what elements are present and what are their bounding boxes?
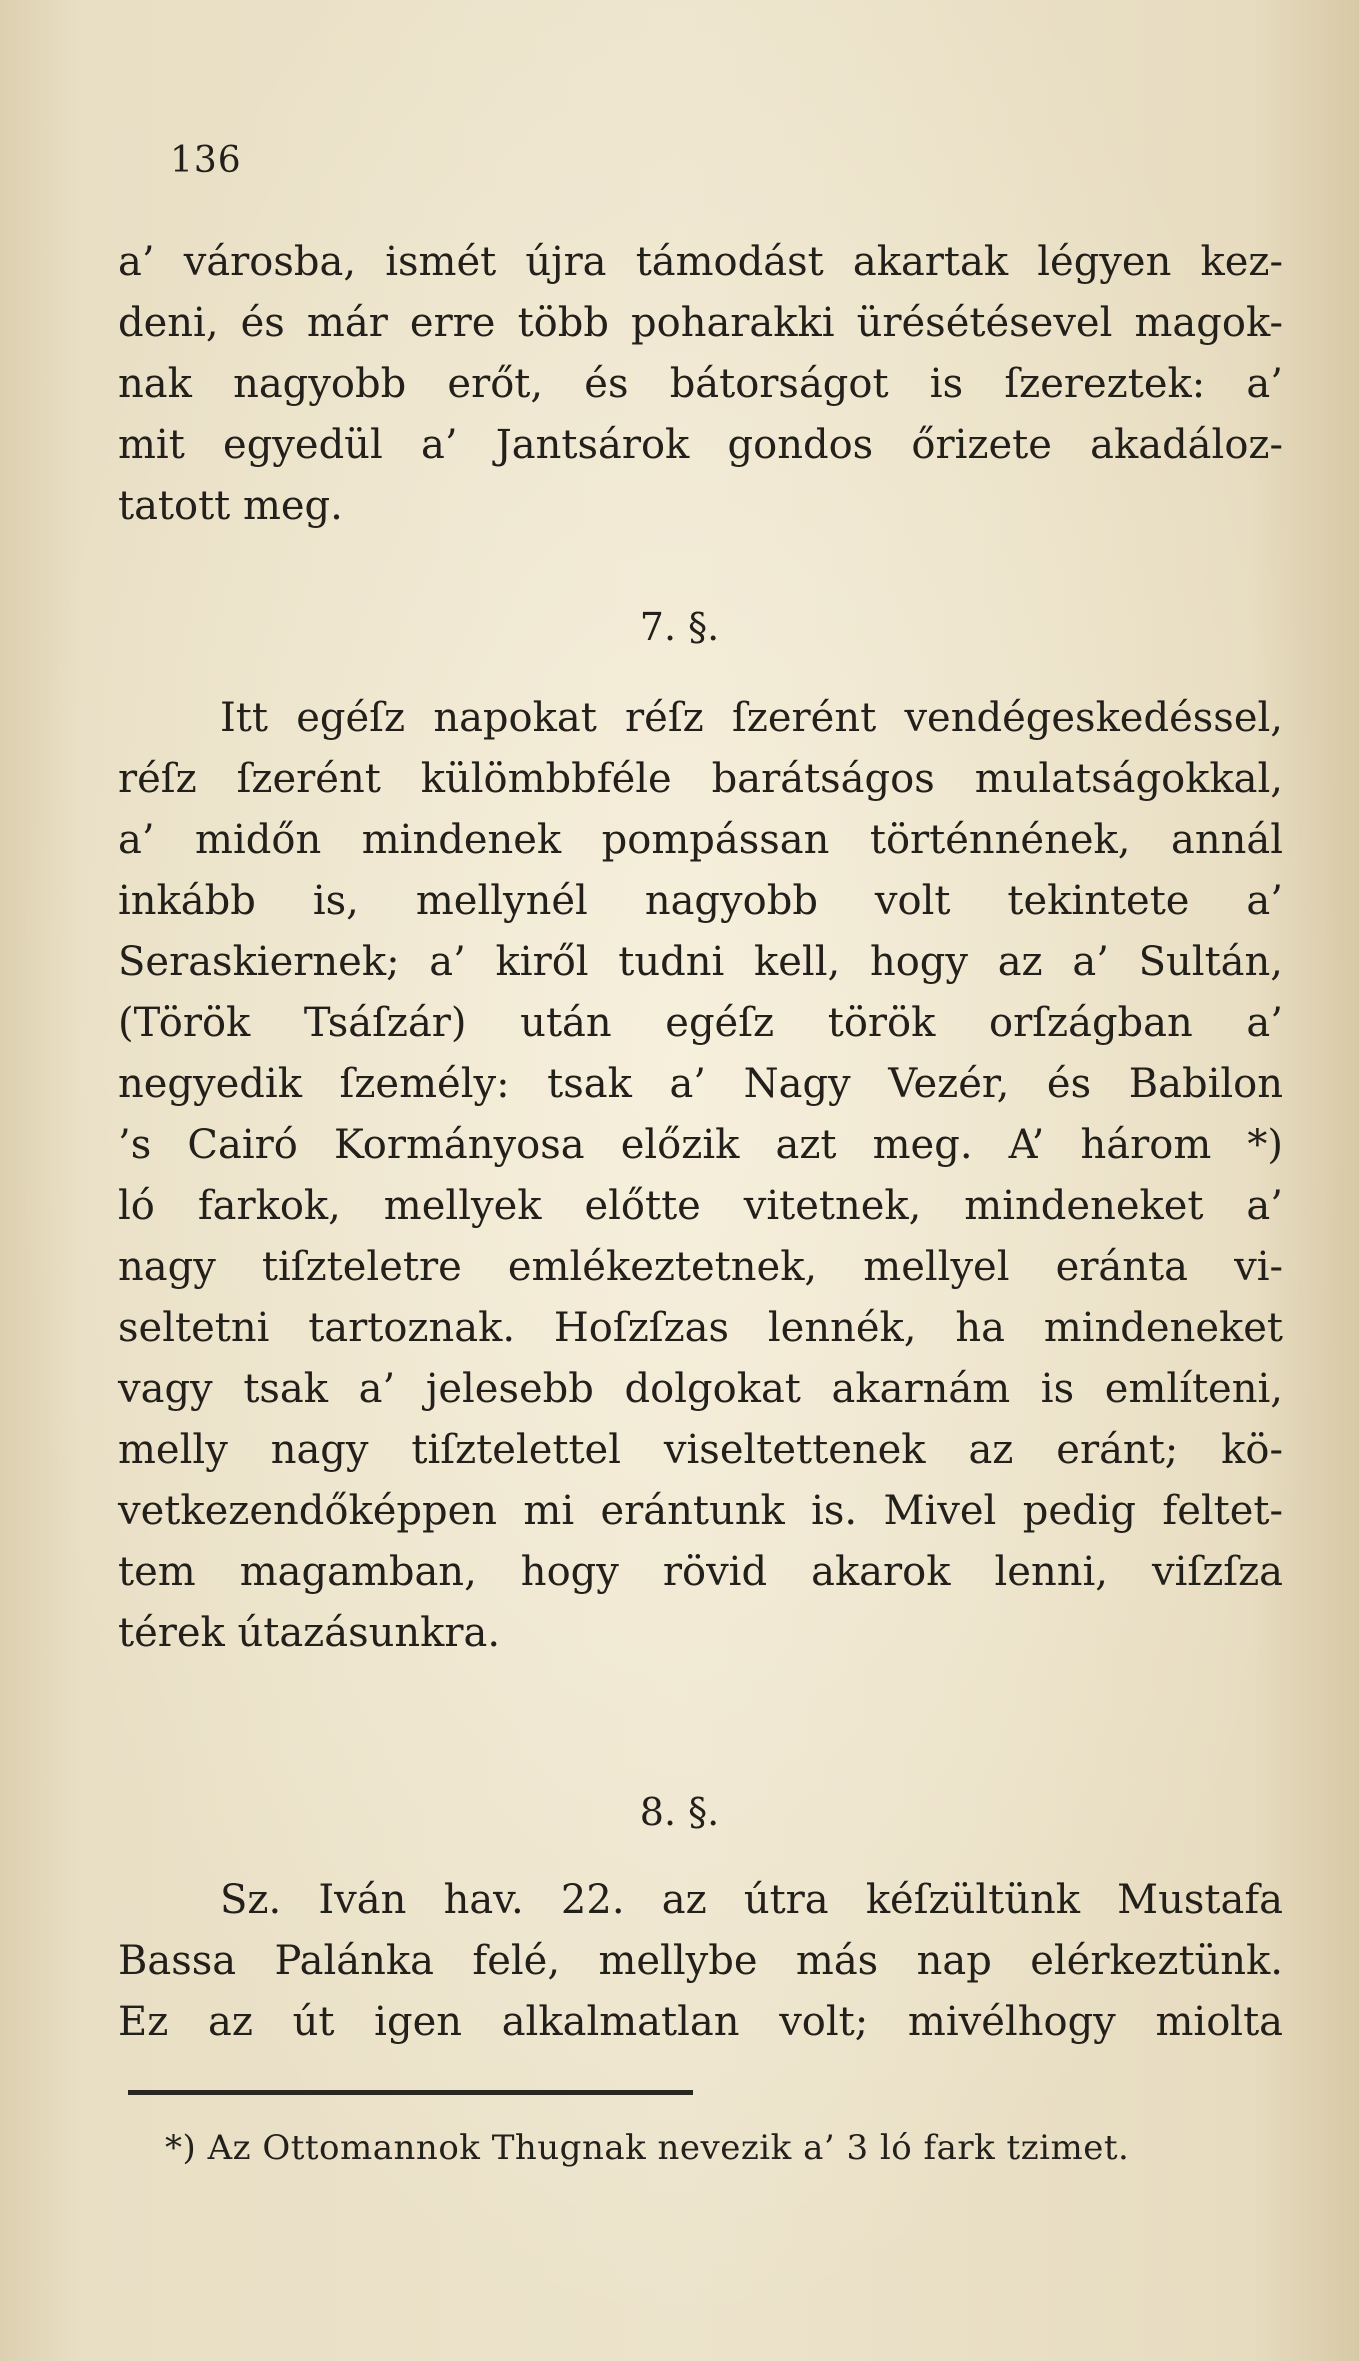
paragraph-1 — [118, 232, 1283, 537]
text-line: a’ városba, ismét újra támodást akartak légyen kez- — [118, 239, 1283, 285]
text-line: Itt egéſz napokat réſz ſzerént vendégeskedéssel, — [220, 695, 1283, 741]
text-line: melly nagy tiſztelettel viseltettenek az eránt; kö- — [118, 1427, 1283, 1473]
text-line: nagy tiſzteletre emlékeztetnek, mellyel eránta vi- — [118, 1244, 1283, 1290]
text-line: vagy tsak a’ jelesebb dolgokat akarnám is említeni, — [118, 1366, 1283, 1412]
paragraph-2 — [118, 688, 1283, 1664]
text-line: ló farkok, mellyek előtte vitetnek, mindeneket a’ — [118, 1183, 1283, 1229]
text-line: tem magamban, hogy rövid akarok lenni, viſzſza — [118, 1549, 1283, 1595]
footnote-rule — [128, 2090, 693, 2095]
text-line: (Török Tsáſzár) után egéſz török orſzágban a’ — [118, 1000, 1283, 1046]
text-line: a’ midőn mindenek pompássan történnének, annál — [118, 817, 1283, 863]
text-line: Sz. Iván hav. 22. az útra kéſzültünk Mustafa — [220, 1877, 1283, 1923]
text-line: inkább is, mellynél nagyobb volt tekintete a’ — [118, 878, 1283, 924]
text-line: vetkezendőképpen mi erántunk is. Mivel pedig feltet- — [118, 1488, 1283, 1534]
text-line: deni, és már erre több poharakki ürésétésevel magok- — [118, 300, 1283, 346]
footnote: *) Az Ottomannok Thugnak nevezik a’ 3 ló fark tzimet. — [165, 2128, 1130, 2168]
text-line: ’s Cairó Kormányosa előzik azt meg. A’ három *) — [118, 1122, 1283, 1168]
section-heading-7: 7. §. — [639, 605, 720, 649]
section-heading-8: 8. §. — [639, 1790, 720, 1834]
text-line: Bassa Palánka felé, mellybe más nap elérkeztünk. — [118, 1938, 1283, 1984]
text-line: tatott meg. — [118, 483, 343, 529]
paragraph-3 — [118, 1870, 1283, 2053]
text-line: térek útazásunkra. — [118, 1610, 501, 1656]
text-line: nak nagyobb erőt, és bátorságot is ſzereztek: a’ — [118, 361, 1283, 407]
text-line: Seraskiernek; a’ kiről tudni kell, hogy az a’ Sultán, — [118, 939, 1283, 985]
text-line: Ez az út igen alkalmatlan volt; mivélhogy miolta — [118, 1999, 1283, 2045]
text-line: seltetni tartoznak. Hoſzſzas lennék, ha mindeneket — [118, 1305, 1283, 1351]
text-line: réſz ſzerént külömbbféle barátságos mulatságokkal, — [118, 756, 1283, 802]
text-line: negyedik ſzemély: tsak a’ Nagy Vezér, és Babilon — [118, 1061, 1283, 1107]
text-line: mit egyedül a’ Jantsárok gondos őrizete akadáloz- — [118, 422, 1283, 468]
page-number: 136 — [170, 140, 242, 181]
